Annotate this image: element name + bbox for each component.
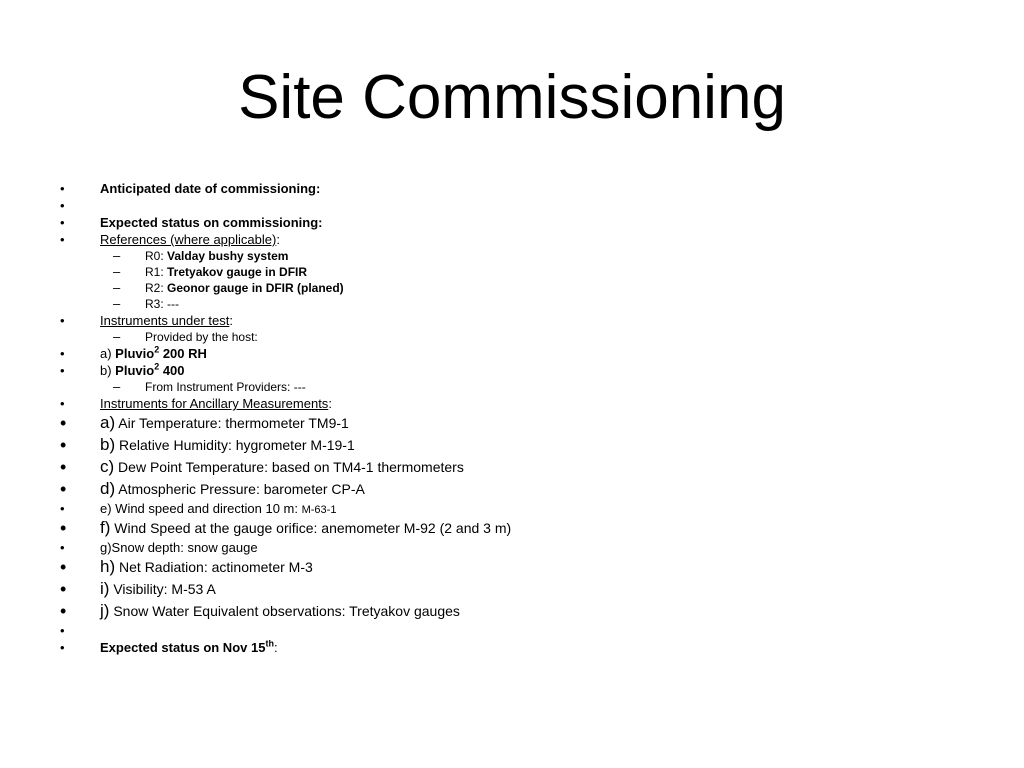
list-item-ancillary: • Instruments for Ancillary Measurements:	[60, 396, 332, 411]
bullet-icon: •	[60, 363, 65, 378]
list-item-ancillary-e: • e) Wind speed and direction 10 m: M-63-1	[60, 501, 337, 516]
list-item-ancillary-a: • a) Air Temperature: thermometer TM9-1	[60, 413, 349, 433]
sub-item-r0: – R0: Valday bushy system	[113, 248, 289, 263]
list-item-references: • References (where applicable):	[60, 232, 280, 247]
sub-item-r3	[0, 296, 1024, 312]
list-item-expected-nov: • Expected status on Nov 15th:	[60, 638, 278, 655]
dash-icon: –	[113, 280, 121, 295]
sub-item-from-providers	[0, 379, 1024, 395]
bullet-icon: •	[60, 540, 65, 555]
bullet-icon: •	[60, 396, 65, 411]
list-item-ancillary-b: • b) Relative Humidity: hygrometer M-19-1	[60, 435, 355, 455]
dash-icon: –	[113, 329, 121, 344]
dash-icon: –	[113, 379, 121, 394]
r3-text: R3: ---	[145, 297, 179, 311]
bullet-icon: •	[60, 518, 67, 538]
ancillary-label: Instruments for Ancillary Measurements	[100, 396, 329, 411]
dash-icon: –	[113, 248, 121, 263]
bullet-icon: •	[60, 601, 67, 621]
references-label: References (where applicable)	[100, 232, 277, 247]
sub-item-r2: – R2: Geonor gauge in DFIR (planed)	[113, 280, 344, 295]
dash-icon: –	[113, 264, 121, 279]
list-item-expected-status	[0, 214, 1024, 231]
bullet-icon: •	[60, 435, 67, 455]
list-item-empty	[0, 622, 1024, 639]
sub-item-r1: – R1: Tretyakov gauge in DFIR	[113, 264, 308, 279]
list-item-empty	[0, 197, 1024, 214]
bullet-icon: •	[60, 346, 65, 361]
bullet-icon: •	[60, 501, 65, 516]
r0-value: Valday bushy system	[167, 249, 289, 263]
bullet-icon: •	[60, 640, 65, 655]
r2-value: Geonor gauge in DFIR (planed)	[167, 281, 344, 295]
list-item-ancillary-h: • h) Net Radiation: actinometer M-3	[60, 557, 313, 577]
list-item-ancillary-d: • d) Atmospheric Pressure: barometer CP-A	[60, 479, 365, 499]
provided-by-host-text: Provided by the host:	[145, 330, 258, 344]
bullet-icon: •	[60, 232, 65, 247]
bullet-icon: •	[60, 413, 67, 433]
bullet-icon: •	[60, 313, 65, 328]
sub-item-provided-by-host	[0, 329, 1024, 345]
list-item-instruments-under-test: • Instruments under test:	[60, 313, 233, 328]
instrument-b-name: Pluvio$^2$ 400	[115, 361, 185, 378]
list-item-ancillary-j: • j) Snow Water Equivalent observations: Tretyakov gauges	[60, 601, 460, 621]
list-item-ancillary-i: • i) Visibility: M-53 A	[60, 579, 216, 599]
instrument-a-name: Pluvio$^2$ 200 RH	[115, 344, 207, 361]
dash-icon: –	[113, 296, 121, 311]
list-item-ancillary-g: • g)Snow depth: snow gauge	[60, 540, 258, 555]
from-providers-text: From Instrument Providers: ---	[145, 380, 306, 394]
bullet-icon: •	[60, 579, 67, 599]
expected-status-label: Expected status on commissioning:	[100, 215, 323, 230]
bullet-icon: •	[60, 457, 67, 477]
expected-nov-label: Expected status on Nov 15th	[100, 638, 274, 655]
list-item-instrument-a: • a) Pluvio$^2$ 200 RH	[60, 344, 207, 361]
bullet-icon: •	[60, 479, 67, 499]
list-item-instrument-b: • b) Pluvio$^2$ 400	[60, 361, 185, 378]
bullet-icon: •	[60, 215, 65, 230]
list-item-ancillary-f: • f) Wind Speed at the gauge orifice: anemometer M-92 (2 and 3 m)	[60, 518, 512, 538]
slide-title: Site Commissioning	[238, 63, 786, 132]
instruments-under-test-label: Instruments under test	[100, 313, 230, 328]
slide-content	[0, 180, 1024, 656]
r1-value: Tretyakov gauge in DFIR	[167, 265, 308, 279]
bullet-icon: •	[60, 198, 65, 213]
list-item-ancillary-c: • c) Dew Point Temperature: based on TM4-1 thermometers	[60, 457, 464, 477]
list-item-anticipated-date	[0, 180, 1024, 197]
anticipated-date-label: Anticipated date of commissioning:	[100, 181, 321, 196]
bullet-icon: •	[60, 557, 67, 577]
bullet-icon: •	[60, 181, 65, 196]
bullet-icon: •	[60, 623, 65, 638]
